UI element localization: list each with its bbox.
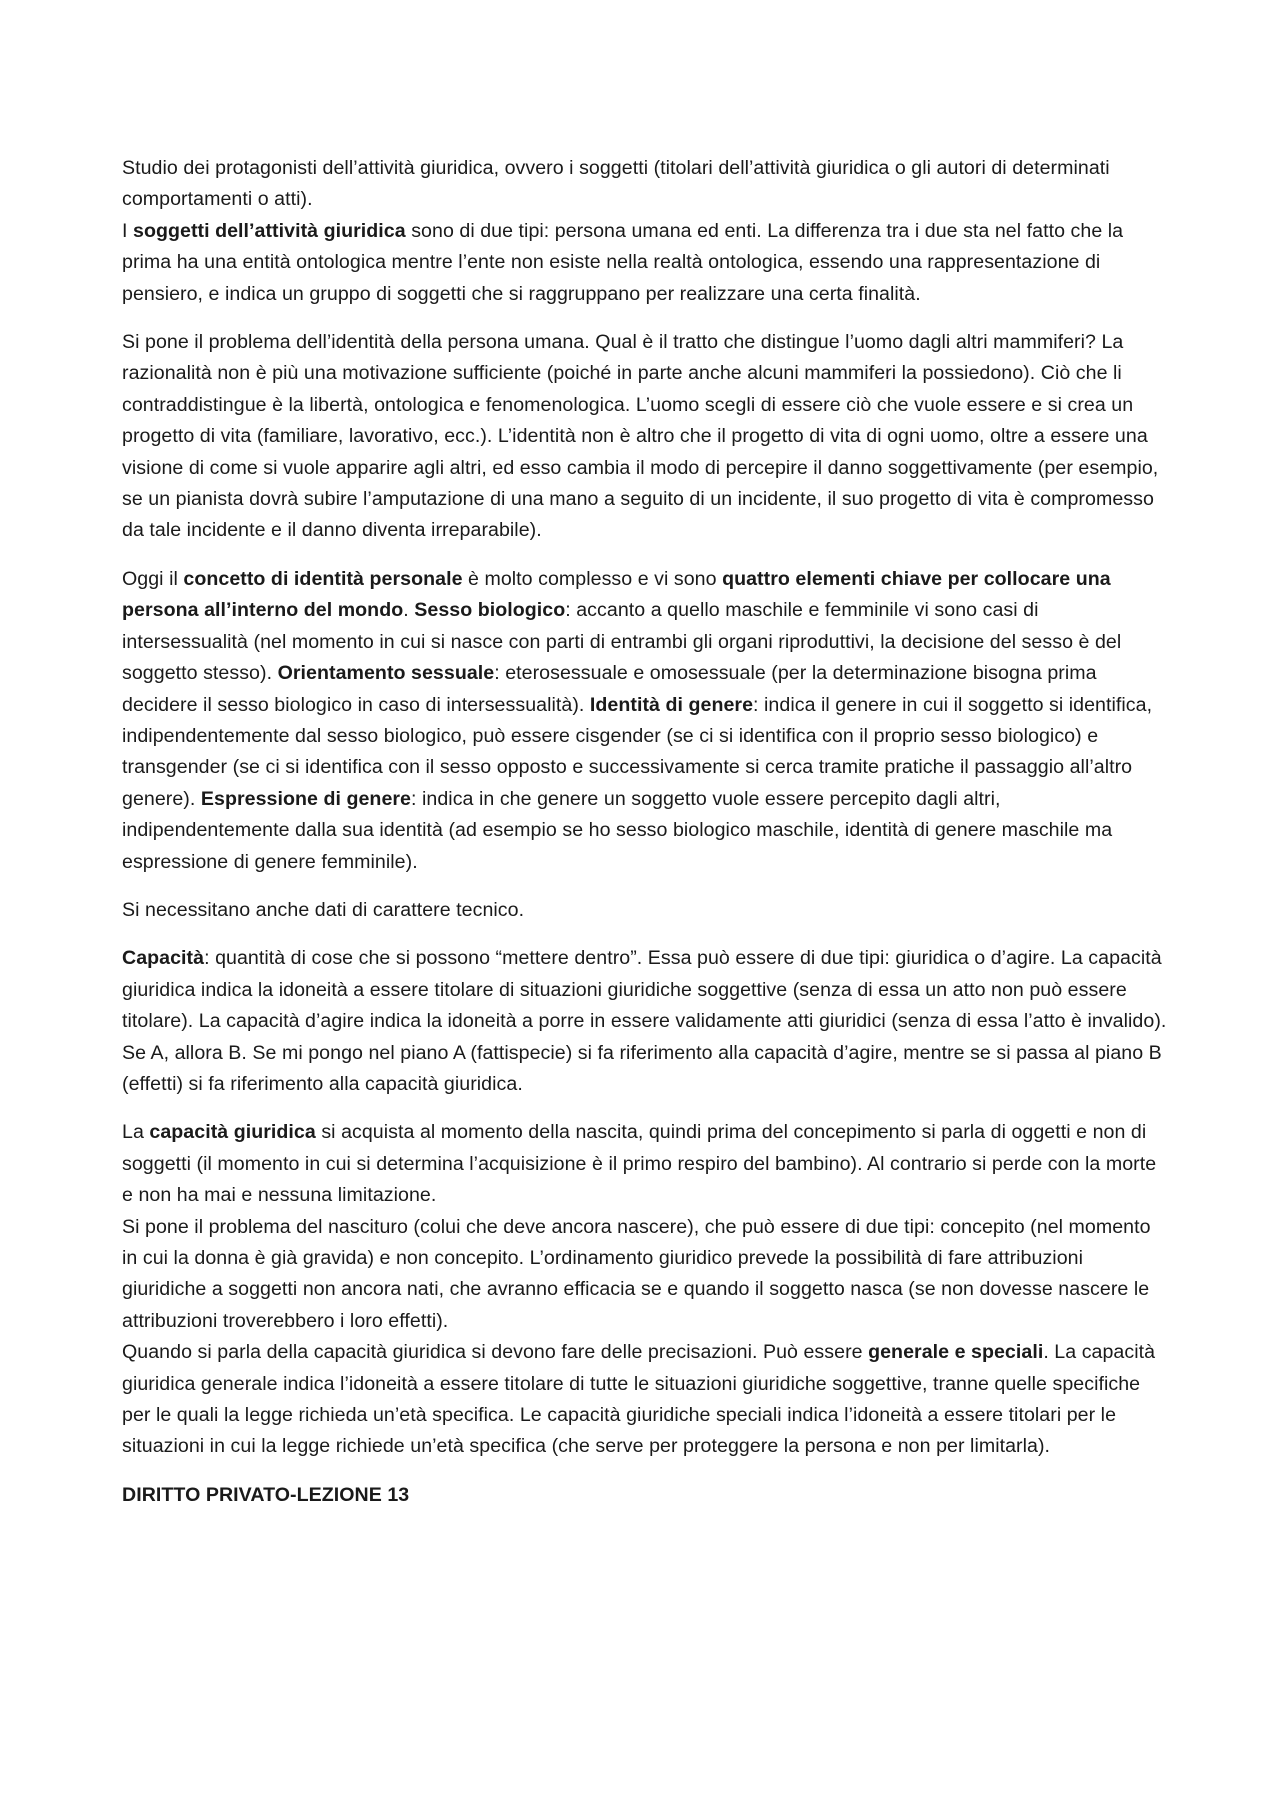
bold-term: concetto di identità personale xyxy=(183,567,463,590)
text-run: . La capacità giuridica generale indica l’idoneità a essere titolare di tutte le situazioni giuridiche soggettive, tranne quelle specifiche per le quali la legge richieda un’età specifica. Le capacità giuridiche speciali indica l’idoneità a essere titolari per le situazioni in cui la legge richiede un’età specifica (che serve per proteggere la persona e non per limitarla). xyxy=(122,1341,1156,1458)
paragraph-line xyxy=(122,564,1167,878)
paragraph xyxy=(122,895,1167,926)
paragraph xyxy=(122,1117,1167,1462)
paragraph-line xyxy=(122,327,1167,547)
paragraph-line xyxy=(122,1212,1167,1338)
bold-term: quattro elementi chiave per collocare una persona all’interno del mondo xyxy=(122,567,1111,622)
text-run: : indica il genere in cui il soggetto si identifica, indipendentemente dal sesso biologico, può essere cisgender (se ci si identifica con il proprio sesso biologico) e transgender (se ci si identifica con il sesso opposto e successivamente si cerca tramite pratiche il passaggio all’altro genere). xyxy=(122,693,1153,810)
text-run: La xyxy=(122,1121,150,1144)
bold-term: Orientamento sessuale xyxy=(277,662,495,685)
text-run: : eterosessuale e omosessuale (per la determinazione bisogna prima decidere il sesso biologico in caso di intersessualità). xyxy=(122,662,1097,716)
text-run: Quando si parla della capacità giuridica si devono fare delle precisazioni. Può essere xyxy=(122,1341,869,1364)
paragraph-line xyxy=(122,1038,1167,1101)
paragraph-line xyxy=(122,1337,1167,1463)
paragraph-line xyxy=(122,895,1167,926)
lesson-heading: DIRITTO PRIVATO-LEZIONE 13 xyxy=(122,1483,410,1506)
text-run: si acquista al momento della nascita, quindi prima del concepimento si parla di oggetti e non di soggetti (il momento in cui si determina l’acquisizione è il primo respiro del bambino). Al contrario si perde con la morte e non ha mai e nessuna limitazione. xyxy=(122,1121,1157,1207)
text-run: sono di due tipi: persona umana ed enti. La differenza tra i due sta nel fatto che la prima ha una entità ontologica mentre l’ente non esiste nella realtà ontologica, essendo una rappresentazione di pensiero, e indica un gruppo di soggetti che si raggruppano per realizzare una certa finalità. xyxy=(122,219,1124,305)
text-run: Oggi il xyxy=(122,567,184,590)
bold-term: Espressione di genere xyxy=(200,787,412,810)
document-body xyxy=(122,153,1167,1511)
text-run: : accanto a quello maschile e femminile vi sono casi di intersessualità (nel momento in cui si nasce con parti di entrambi gli organi riproduttivi, la decisione del sesso è del soggetto stesso). xyxy=(122,599,1122,685)
text-run: Si pone il problema del nascituro (colui che deve ancora nascere), che può essere di due tipi: concepito (nel momento in cui la donna è già gravida) e non concepito. L’ordinamento giuridico prevede la possibilità di fare attribuzioni giuridiche a soggetti non ancora nati, che avranno efficacia se e quando il soggetto nasca (se non dovesse nascere le attribuzioni troverebbero i loro effetti). xyxy=(122,1215,1151,1332)
paragraph xyxy=(122,153,1167,310)
text-run: Studio dei protagonisti dell’attività giuridica, ovvero i soggetti (titolari dell’attività giuridica o gli autori di xyxy=(122,157,1013,179)
paragraph-line xyxy=(122,153,1167,216)
bold-term: Sesso biologico xyxy=(414,599,566,622)
text-run: I xyxy=(122,219,133,242)
bold-term: generale e speciali xyxy=(868,1341,1044,1364)
text-run: determinati comportamenti o atti). xyxy=(122,157,1110,211)
text-run: Si necessitano anche dati di carattere tecnico. xyxy=(122,898,525,921)
text-run: è molto complesso e vi sono xyxy=(462,567,723,590)
paragraph xyxy=(122,564,1167,878)
paragraph xyxy=(122,327,1167,547)
text-run: Si pone il problema dell’identità della persona umana. Qual è il tratto che distingue l’uomo dagli altri mammiferi? La razionalità non è più una motivazione sufficiente (poiché in parte anche alcuni mammiferi la possiedono). Ciò che li contraddistingue è la libertà, ontologica e fenomenologica. L’uomo scegli di essere ciò che vuole essere e si crea un progetto di vita (familiare, lavorativo, ecc.). L’identità non è altro che il progetto di vita di ogni uomo, oltre a essere una visione di come si vuole apparire agli altri, ed esso cambia il modo di percepire il danno soggettivamente (per esempio, se un pianista dovrà subire l’amputazione di una mano a seguito di un incidente, il suo progetto di vita è compromesso da tale incidente e il danno diventa irreparabile). xyxy=(122,331,1159,542)
paragraph-line xyxy=(122,943,1167,1037)
bold-term: Identità di genere xyxy=(589,693,754,716)
paragraph-list xyxy=(122,153,1167,1463)
bold-term: soggetti dell’attività giuridica xyxy=(133,219,406,242)
text-run: : quantità di cose che si possono “mettere dentro”. Essa può essere di due tipi: giuridica o d’agire. La capacità giuridica indica la idoneità a essere titolare di situazioni giuridiche soggettive (senza di essa un atto non può essere titolare). La capacità d’agire indica la idoneità a porre in essere validamente atti giuridici (senza di essa l’atto è invalido). xyxy=(122,947,1167,1033)
text-run: Se A, allora B. Se mi pongo nel piano A (fattispecie) si fa riferimento alla capacità d’agire, mentre se si passa al piano B (effetti) si fa riferimento alla capacità giuridica. xyxy=(122,1041,1162,1095)
text-run: . xyxy=(403,599,415,622)
bold-term: capacità giuridica xyxy=(149,1121,316,1144)
paragraph xyxy=(122,943,1167,1100)
bold-term: Capacità xyxy=(122,947,205,970)
paragraph-line xyxy=(122,216,1167,310)
text-run: : indica in che genere un soggetto vuole essere percepito dagli altri, indipendentemente dalla sua identità (ad esempio se ho sesso biologico maschile, identità di genere maschile ma espressione di genere femminile). xyxy=(122,787,1113,873)
paragraph-line xyxy=(122,1117,1167,1211)
